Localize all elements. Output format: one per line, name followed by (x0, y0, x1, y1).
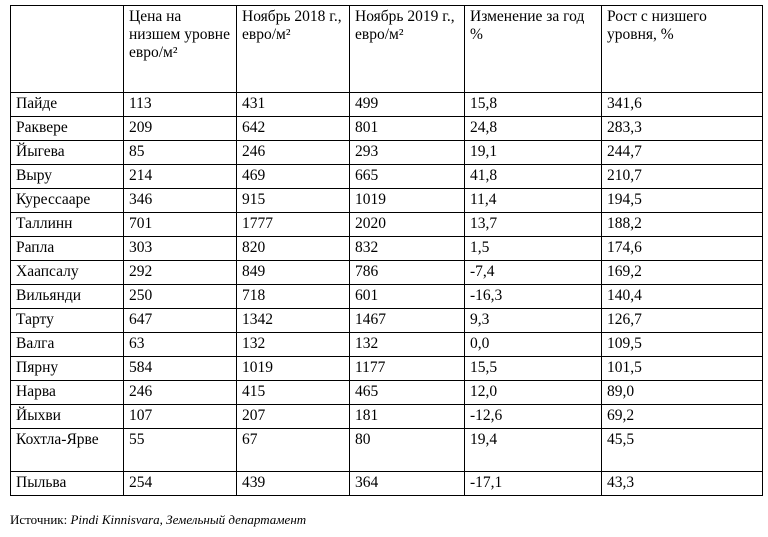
value-cell: 283,3 (602, 117, 763, 141)
table-row (11, 285, 763, 309)
table-row (11, 261, 763, 285)
table-row (11, 357, 763, 381)
value-cell: 63 (124, 333, 237, 357)
value-cell: 43,3 (602, 472, 763, 496)
value-cell: 499 (350, 93, 465, 117)
value-cell: 210,7 (602, 165, 763, 189)
city-cell: Вильянди (11, 285, 124, 309)
value-cell: 19,4 (465, 429, 602, 472)
city-cell: Раквере (11, 117, 124, 141)
table-row (11, 309, 763, 333)
value-cell: 439 (237, 472, 350, 496)
source-text: Pindi Kinnisvara, Земельный департамент (70, 512, 307, 527)
value-cell: 250 (124, 285, 237, 309)
table-row (11, 165, 763, 189)
value-cell: 364 (350, 472, 465, 496)
value-cell: 244,7 (602, 141, 763, 165)
value-cell: 15,5 (465, 357, 602, 381)
value-cell: 1177 (350, 357, 465, 381)
value-cell: 293 (350, 141, 465, 165)
value-cell: 209 (124, 117, 237, 141)
table-row (11, 333, 763, 357)
value-cell: 194,5 (602, 189, 763, 213)
header-cell-yearly-change: Изменение за год % (465, 6, 602, 93)
header-cell-city (11, 6, 124, 93)
value-cell: 665 (350, 165, 465, 189)
value-cell: 214 (124, 165, 237, 189)
city-cell: Пайде (11, 93, 124, 117)
value-cell: 113 (124, 93, 237, 117)
value-cell: 292 (124, 261, 237, 285)
value-cell: 169,2 (602, 261, 763, 285)
table-row (11, 117, 763, 141)
table-row (11, 429, 763, 472)
value-cell: 469 (237, 165, 350, 189)
table-row (11, 405, 763, 429)
value-cell: 89,0 (602, 381, 763, 405)
value-cell: 109,5 (602, 333, 763, 357)
value-cell: 19,1 (465, 141, 602, 165)
value-cell: 246 (237, 141, 350, 165)
source-label: Источник: (10, 512, 71, 527)
value-cell: 181 (350, 405, 465, 429)
value-cell: 786 (350, 261, 465, 285)
value-cell: 820 (237, 237, 350, 261)
city-cell: Тарту (11, 309, 124, 333)
value-cell: 246 (124, 381, 237, 405)
value-cell: 341,6 (602, 93, 763, 117)
value-cell: 2020 (350, 213, 465, 237)
value-cell: 465 (350, 381, 465, 405)
value-cell: 126,7 (602, 309, 763, 333)
value-cell: 431 (237, 93, 350, 117)
source-note (10, 512, 306, 528)
value-cell: 13,7 (465, 213, 602, 237)
value-cell: 101,5 (602, 357, 763, 381)
table-row (11, 213, 763, 237)
value-cell: 601 (350, 285, 465, 309)
value-cell: 0,0 (465, 333, 602, 357)
city-cell: Хаапсалу (11, 261, 124, 285)
value-cell: -12,6 (465, 405, 602, 429)
value-cell: 45,5 (602, 429, 763, 472)
value-cell: 15,8 (465, 93, 602, 117)
value-cell: 718 (237, 285, 350, 309)
value-cell: 11,4 (465, 189, 602, 213)
value-cell: 1019 (237, 357, 350, 381)
table-row (11, 237, 763, 261)
city-cell: Рапла (11, 237, 124, 261)
header-cell-nov-2018: Ноябрь 2018 г., евро/м² (237, 6, 350, 93)
table-row (11, 141, 763, 165)
table-row (11, 381, 763, 405)
header-cell-growth-from-lowest: Рост с низшего уровня, % (602, 6, 763, 93)
value-cell: 55 (124, 429, 237, 472)
value-cell: 1019 (350, 189, 465, 213)
value-cell: 849 (237, 261, 350, 285)
city-cell: Пыльва (11, 472, 124, 496)
header-cell-lowest-price: Цена на низшем уровне евро/м² (124, 6, 237, 93)
table-row (11, 472, 763, 496)
price-table (10, 5, 763, 496)
city-cell: Нарва (11, 381, 124, 405)
value-cell: 915 (237, 189, 350, 213)
value-cell: -7,4 (465, 261, 602, 285)
city-cell: Курессааре (11, 189, 124, 213)
value-cell: 1467 (350, 309, 465, 333)
value-cell: 132 (350, 333, 465, 357)
value-cell: 85 (124, 141, 237, 165)
value-cell: -17,1 (465, 472, 602, 496)
city-cell: Пярну (11, 357, 124, 381)
value-cell: 41,8 (465, 165, 602, 189)
value-cell: 584 (124, 357, 237, 381)
table-row (11, 93, 763, 117)
city-cell: Выру (11, 165, 124, 189)
value-cell: 107 (124, 405, 237, 429)
city-cell: Таллинн (11, 213, 124, 237)
value-cell: 174,6 (602, 237, 763, 261)
city-cell: Йыхви (11, 405, 124, 429)
value-cell: 1,5 (465, 237, 602, 261)
city-cell: Кохтла-Ярве (11, 429, 124, 472)
value-cell: 701 (124, 213, 237, 237)
value-cell: 642 (237, 117, 350, 141)
value-cell: 1777 (237, 213, 350, 237)
city-cell: Йыгева (11, 141, 124, 165)
value-cell: 832 (350, 237, 465, 261)
value-cell: 80 (350, 429, 465, 472)
header-cell-nov-2019: Ноябрь 2019 г., евро/м² (350, 6, 465, 93)
value-cell: -16,3 (465, 285, 602, 309)
value-cell: 12,0 (465, 381, 602, 405)
value-cell: 69,2 (602, 405, 763, 429)
city-cell: Валга (11, 333, 124, 357)
value-cell: 207 (237, 405, 350, 429)
table-body (11, 93, 763, 496)
value-cell: 415 (237, 381, 350, 405)
value-cell: 132 (237, 333, 350, 357)
table-header-row (11, 6, 763, 93)
value-cell: 254 (124, 472, 237, 496)
value-cell: 1342 (237, 309, 350, 333)
table-row (11, 189, 763, 213)
value-cell: 140,4 (602, 285, 763, 309)
value-cell: 801 (350, 117, 465, 141)
value-cell: 303 (124, 237, 237, 261)
value-cell: 188,2 (602, 213, 763, 237)
value-cell: 9,3 (465, 309, 602, 333)
value-cell: 647 (124, 309, 237, 333)
value-cell: 67 (237, 429, 350, 472)
value-cell: 24,8 (465, 117, 602, 141)
value-cell: 346 (124, 189, 237, 213)
